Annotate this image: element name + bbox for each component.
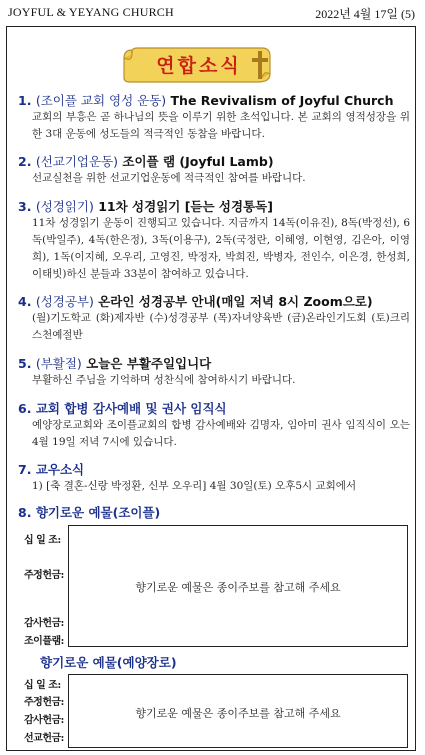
item-number: 5. <box>18 356 32 371</box>
gift-label-tithe: 십 일 조: <box>24 535 61 546</box>
news-item-7 <box>18 462 410 495</box>
gift-section-joyful <box>18 505 410 521</box>
gift-note: 향기로운 예물은 종이주보를 참고해 주세요 <box>135 707 341 720</box>
item-body: 예양장로교회와 조이플교회의 합병 감사예배와 김명자, 임아미 권사 임직식이 오는 4월 19일 저녁 7시에 있습니다. <box>32 419 410 448</box>
item-body: 선교실천을 위한 선교기업운동에 적극적인 참여를 바랍니다. <box>32 172 306 184</box>
item-title: The Revivalism of Joyful Church <box>170 93 394 108</box>
banner-title: 연합소식 <box>156 55 242 77</box>
gift-title: 향기로운 예물(조이플) <box>35 505 161 520</box>
item-number: 7. <box>18 462 32 477</box>
item-tag: (조이플 교회 영성 운동) <box>35 93 167 108</box>
gift-label-tithe: 십 일 조: <box>24 680 61 691</box>
news-item-6 <box>18 401 410 451</box>
news-item-3 <box>18 199 410 283</box>
item-title: 11차 성경읽기 [듣는 성경통독] <box>98 199 273 214</box>
item-tag: (성경공부) <box>35 294 94 309</box>
item-number: 4. <box>18 294 32 309</box>
item-title: 오늘은 부활주일입니다 <box>86 356 212 371</box>
bulletin-date: 2022년 4월 17일 (5) <box>315 7 415 21</box>
news-item-4 <box>18 294 410 344</box>
item-body: 부활하신 주님을 기억하며 성찬식에 참여하시기 바랍니다. <box>32 374 296 386</box>
item-body: 교회의 부흥은 곧 하나님의 뜻을 이루기 위한 초석입니다. 본 교회의 영적성장을 위한 3대 운동에 성도들의 적극적인 동참을 바랍니다. <box>32 111 410 140</box>
item-title: 교회 합병 감사예배 및 권사 임직식 <box>35 401 227 416</box>
news-item-2 <box>18 154 410 187</box>
church-name: JOYFUL & YEYANG CHURCH <box>8 5 174 19</box>
item-number: 6. <box>18 401 32 416</box>
page-header <box>0 0 425 26</box>
item-number: 1. <box>18 93 32 108</box>
item-tag: (선교기업운동) <box>35 154 119 169</box>
item-title: 온라인 성경공부 안내(매일 저녁 8시 Zoom으로) <box>98 294 373 309</box>
item-body: (월)기도학교 (화)제자반 (수)성경공부 (목)자녀양육반 (금)온라인기도회 (토)크리스천예절반 <box>32 312 410 341</box>
gift-label-weekly: 주정헌금: <box>24 697 64 708</box>
item-body: 1) [축 결혼-신랑 박정환, 신부 오우리] 4월 30일(토) 오후5시 교회에서 <box>32 480 357 492</box>
item-title: 교우소식 <box>35 462 85 477</box>
gift-section-yeyang <box>40 655 425 671</box>
item-number: 8. <box>18 505 32 520</box>
gift-box-yeyang <box>68 674 408 748</box>
news-item-1 <box>18 93 410 143</box>
item-number: 3. <box>18 199 32 214</box>
item-tag: (성경읽기) <box>35 199 94 214</box>
gift-label-thanks: 감사헌금: <box>24 618 64 629</box>
gift-label-thanks: 감사헌금: <box>24 715 64 726</box>
cross-icon <box>252 51 268 79</box>
gift-label-mission: 선교헌금: <box>24 733 64 744</box>
item-number: 2. <box>18 154 32 169</box>
gift-label-lamb: 조이플램: <box>24 636 64 647</box>
gift-note: 향기로운 예물은 종이주보를 참고해 주세요 <box>135 581 341 594</box>
news-banner <box>118 44 278 86</box>
news-item-5 <box>18 356 410 389</box>
gift-title: 향기로운 예물(예양장로) <box>40 655 177 670</box>
gift-label-weekly: 주정헌금: <box>24 570 64 581</box>
item-body: 11차 성경읽기 운동이 진행되고 있습니다. 지금까지 14독(이유진), 8독(박정선), 6독(박일주), 4독(한은정), 3독(이용구), 2독(국정란, 이혜영, 이현영, 김은아, 이영희), 1독(이지혜, 오우리, 고영진, 박정자, 박희진, 박병자, 전인수, 이은경, 한성희, 이태빗)하신 분들과 33분이 참여하고 있습니다. <box>32 217 410 280</box>
gift-box-joyful <box>68 525 408 647</box>
item-title: 조이플 램 (Joyful Lamb) <box>122 154 274 169</box>
item-tag: (부활절) <box>35 356 82 371</box>
